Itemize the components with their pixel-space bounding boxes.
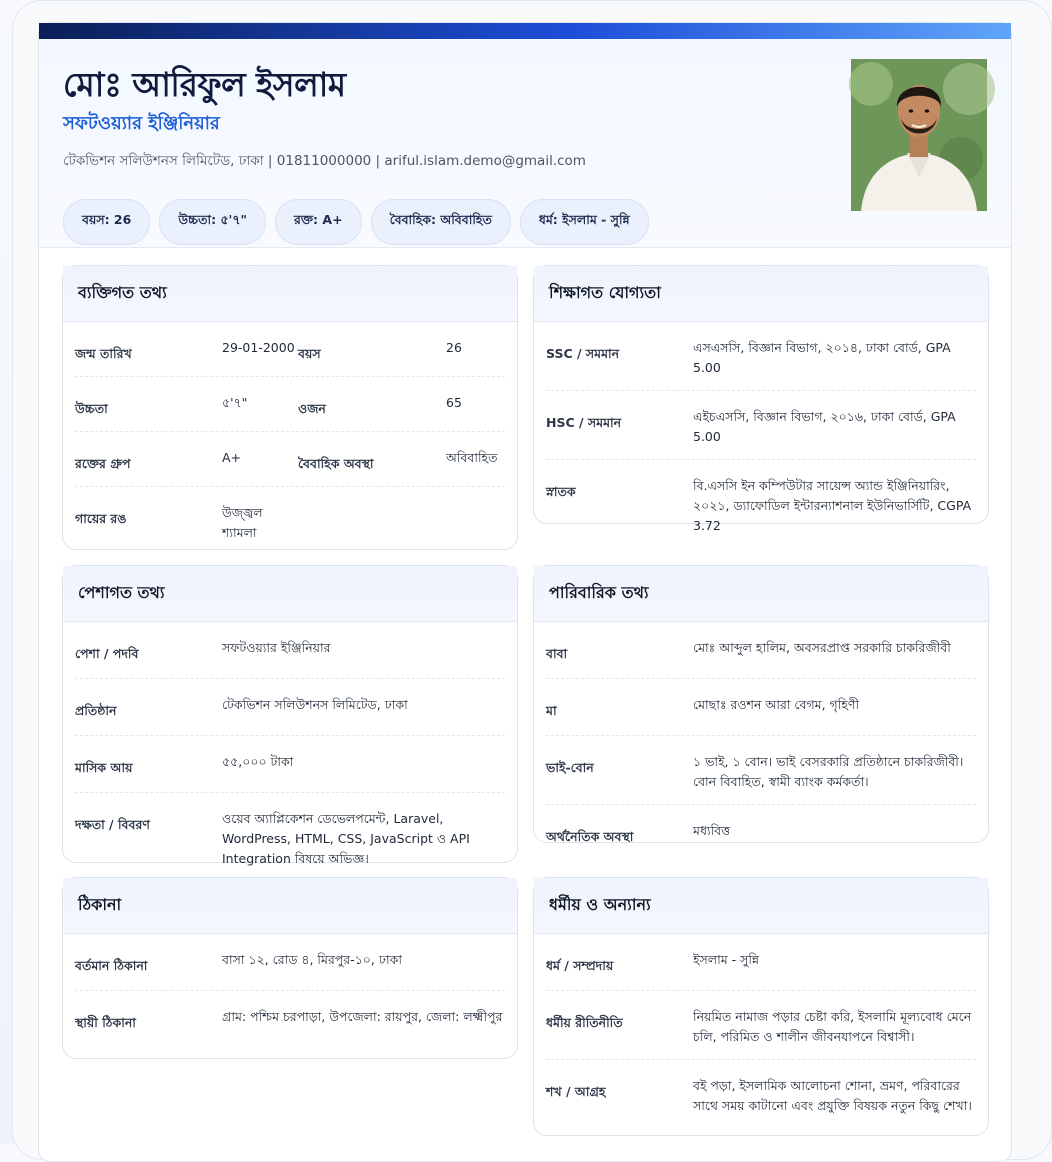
field-value: বই পড়া, ইসলামিক আলোচনা শোনা, ভ্রমণ, পরিবারের সাথে সময় কাটানো এবং প্রযুক্তি বিষয়ক নতুন কিছু শেখা। (693, 1078, 972, 1113)
field-label: রক্তের গ্রুপ (75, 456, 131, 471)
info-row (546, 805, 976, 861)
field-label: ভাই-বোন (546, 760, 594, 775)
field-value: এইচএসসি, বিজ্ঞান বিভাগ, ২০১৬, ঢাকা বোর্ড, GPA 5.00 (693, 409, 956, 444)
profile-photo (851, 59, 987, 211)
field-label: বৈবাহিক অবস্থা (298, 456, 374, 471)
info-row (75, 622, 505, 679)
info-row (546, 391, 976, 460)
field-value: ৫৫,০০০ টাকা (222, 754, 294, 769)
field-label: প্রতিষ্ঠান (75, 703, 117, 718)
chip-height: উচ্চতা: ৫'৭" (159, 199, 266, 245)
field-label: স্থায়ী ঠিকানা (75, 1015, 136, 1030)
card-address (62, 877, 518, 1059)
field-label: পেশা / পদবি (75, 646, 139, 661)
info-row (546, 679, 976, 736)
card-heading: ঠিকানা (63, 878, 517, 934)
field-label: HSC / সমমান (546, 415, 622, 430)
card-religion-other (533, 877, 989, 1136)
field-label: দক্ষতা / বিবরণ (75, 817, 150, 832)
field-value: 65 (446, 395, 462, 410)
card-heading: পেশাগত তথ্য (63, 566, 517, 622)
field-value: বাসা ১২, রোড ৪, মিরপুর-১০, ঢাকা (222, 952, 402, 967)
field-label: বর্তমান ঠিকানা (75, 958, 148, 973)
card-family-info (533, 565, 989, 843)
profile-contact: টেকভিশন সলিউশনস লিমিটেড, ঢাকা | 01811000000 | ariful.islam.demo@gmail.com (63, 153, 586, 169)
card-personal-info (62, 265, 518, 550)
card-heading: ব্যক্তিগত তথ্য (63, 266, 517, 322)
info-row (546, 322, 976, 391)
field-value: বি.এসসি ইন কম্পিউটার সায়েন্স অ্যান্ড ইঞ্জিনিয়ারিং, ২০২১, ড্যাফোডিল ইন্টারন্যাশনাল ইউনিভার্সিটি, CGPA 3.72 (693, 478, 972, 533)
info-row (75, 793, 505, 881)
field-value: নিয়মিত নামাজ পড়ার চেষ্টা করি, ইসলামি মূল্যবোধ মেনে চলি, পরিমিত ও শালীন জীবনযাপনে বিশ্বাসী। (693, 1009, 972, 1044)
field-label: গায়ের রঙ (75, 511, 127, 526)
card-heading: শিক্ষাগত যোগ্যতা (534, 266, 988, 322)
chip-religion: ধর্ম: ইসলাম - সুন্নি (520, 199, 649, 245)
field-value: উজ্জ্বল শ্যামলা (222, 505, 263, 540)
field-label: মা (546, 703, 557, 718)
card-heading: পারিবারিক তথ্য (534, 566, 988, 622)
card-education (533, 265, 989, 533)
portrait-illustration (851, 59, 987, 211)
info-row (546, 991, 976, 1060)
field-label: ধর্ম / সম্প্রদায় (546, 958, 614, 973)
profile-title: সফটওয়্যার ইঞ্জিনিয়ার (63, 113, 220, 134)
field-value: ইসলাম - সুন্নি (693, 952, 760, 967)
info-row (546, 934, 976, 991)
info-row (75, 679, 505, 736)
info-row (75, 487, 505, 553)
card-professional-info (62, 565, 518, 866)
field-label: SSC / সমমান (546, 346, 620, 361)
field-value: ওয়েব অ্যাপ্লিকেশন ডেভেলপমেন্ট, Laravel, WordPress, HTML, CSS, JavaScript ও API Integration বিষয়ে অভিজ্ঞ। (222, 811, 470, 866)
field-value: সফটওয়্যার ইঞ্জিনিয়ার (222, 640, 331, 655)
field-label: ধর্মীয় রীতিনীতি (546, 1015, 623, 1030)
info-row (546, 622, 976, 679)
field-value: 26 (446, 340, 462, 355)
field-value: এসএসসি, বিজ্ঞান বিভাগ, ২০১৪, ঢাকা বোর্ড, GPA 5.00 (693, 340, 951, 375)
field-label: শখ / আগ্রহ (546, 1084, 606, 1099)
info-row (546, 736, 976, 805)
field-value (446, 503, 505, 543)
field-label: জন্ম তারিখ (75, 346, 132, 361)
field-label: বাবা (546, 646, 568, 661)
field-value: ১ ভাই, ১ বোন। ভাই বেসরকারি প্রতিষ্ঠানে চাকরিজীবী। বোন বিবাহিত, স্বামী ব্যাংক কর্মকর্তা। (693, 754, 964, 789)
field-value: মোঃ আব্দুল হালিম, অবসরপ্রাপ্ত সরকারি চাকরিজীবী (693, 640, 951, 655)
card-heading: ধর্মীয় ও অন্যান্য (534, 878, 988, 934)
field-value: মধ্যবিত্ত (693, 823, 731, 838)
field-value: গ্রাম: পশ্চিম চরপাড়া, উপজেলা: রায়পুর, জেলা: লক্ষ্মীপুর (222, 1009, 503, 1024)
field-value: A+ (222, 450, 242, 465)
field-label (298, 503, 446, 543)
field-label: অর্থনৈতিক অবস্থা (546, 829, 634, 844)
profile-header (39, 39, 1011, 248)
chip-blood: রক্ত: A+ (275, 199, 362, 245)
chip-marital: বৈবাহিক: অবিবাহিত (371, 199, 511, 245)
field-label: ওজন (298, 401, 326, 416)
field-value: অবিবাহিত (446, 450, 498, 465)
field-label: বয়স (298, 346, 321, 361)
field-value: মোছাঃ রওশন আরা বেগম, গৃহিণী (693, 697, 860, 712)
accent-top-bar (39, 23, 1011, 39)
chip-age: বয়স: 26 (63, 199, 150, 245)
summary-chips (63, 199, 649, 245)
profile-name: মোঃ আরিফুল ইসলাম (63, 65, 346, 104)
field-label: উচ্চতা (75, 401, 108, 416)
info-row (546, 460, 976, 548)
info-row (75, 377, 505, 432)
field-value: টেকভিশন সলিউশনস লিমিটেড, ঢাকা (222, 697, 408, 712)
info-row (75, 736, 505, 793)
field-value: 29-01-2000 (222, 340, 295, 355)
info-row (75, 432, 505, 487)
biodata-page (38, 22, 1012, 1162)
info-row (546, 1060, 976, 1128)
field-value: ৫'৭" (222, 395, 248, 410)
field-label: মাসিক আয় (75, 760, 133, 775)
field-label: স্নাতক (546, 484, 576, 499)
info-row (75, 934, 505, 991)
info-row (75, 991, 505, 1047)
info-row (75, 322, 505, 377)
